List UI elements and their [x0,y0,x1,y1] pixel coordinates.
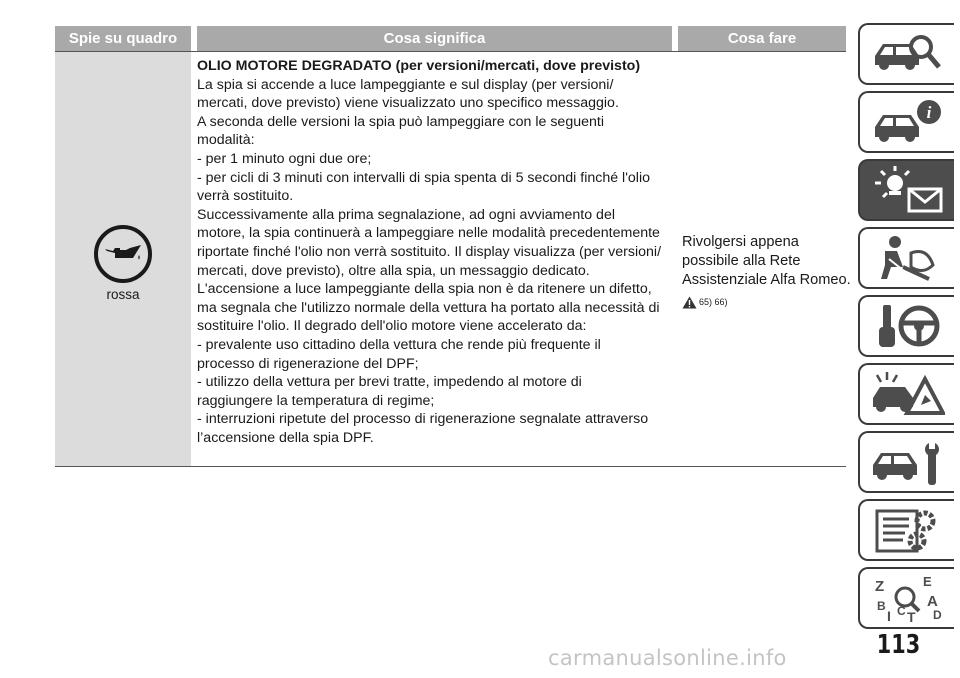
description-line: modalità: [197,132,255,149]
warning-lights-table [55,26,851,467]
description-line: riportate finché l'olio non verrà sostituito. Il display visualizza (per versioni/ [197,243,662,260]
airbag-seat-icon [869,233,945,283]
description-line: sostituire l'olio. Il degrado dell'olio motore viene accelerato da: [197,318,587,335]
tab-technical-data[interactable] [858,499,954,561]
description-line: La spia si accende a luce lampeggiante e sul display (per versioni/ [197,76,614,93]
lamp [88,224,158,302]
svg-text:C: C [897,604,906,618]
tab-car-info[interactable] [858,91,954,153]
svg-text:T: T [907,609,916,623]
description-line: Successivamente alla prima segnalazione, ad ogni avviamento del [197,206,615,223]
svg-text:E: E [923,574,932,589]
table-header [55,26,846,52]
description-line: mercati, dove previsto), oltre alla spia, un messaggio dedicato. [197,262,590,279]
svg-text:Z: Z [875,578,885,595]
action-line: possibile alla Rete [682,253,801,270]
svg-text:i: i [926,103,932,122]
car-crash-warning-icon [869,369,945,419]
action-line: Rivolgersi appena [682,234,799,250]
car-wrench-icon [869,437,945,487]
warning-references [682,293,851,312]
table-row [55,52,851,467]
description-line: processo di rigenerazione del DPF; [197,355,419,372]
tab-emergency[interactable] [858,363,954,425]
description-body [197,76,672,448]
description-line: - prevalente uso cittadino della vettura che rende più frequente il [197,336,601,353]
page-number: 113 [876,630,921,660]
description-line: verrà sostituito. [197,188,294,205]
lamp-cell [55,52,191,466]
car-info-icon [869,97,945,147]
description-line: L'accensione a luce lampeggiante della spia non è da ritenere un difetto, [197,281,652,298]
tab-starting-driving[interactable] [858,295,954,357]
description-line: mercati, dove previsto) viene visualizzato uno specifico messaggio. [197,95,619,112]
tab-index[interactable] [858,567,954,629]
description-line: - per 1 minuto ogni due ore; [197,150,372,167]
warning-light-message-icon [869,165,945,215]
header-meaning: Cosa significa [197,26,672,51]
description-title: OLIO MOTORE DEGRADATO (per versioni/mercati, dove previsto) [197,58,641,74]
svg-text:A: A [927,593,938,610]
svg-text:B: B [877,599,886,613]
svg-text:I: I [887,608,891,623]
description-line: - per cicli di 3 minuti con intervalli di spia spenta di 5 secondi finché l'olio [197,169,650,186]
key-steering-wheel-icon [869,301,945,351]
description-line: motore, la spia continuerà a lampeggiare nelle modalità precedentemente [197,225,660,242]
action-line: Assistenziale Alfa Romeo. [682,272,851,289]
description-line: - utilizzo della vettura per brevi tratte, impedendo al motore di [197,374,582,391]
chapter-tabs [858,23,954,635]
references-text: 65) 66) [699,296,728,307]
header-dashboard-lights: Spie su quadro [55,26,191,51]
watermark: carmanualsonline.info [548,646,787,670]
description-cell [191,52,672,466]
car-search-icon [869,29,945,79]
action-cell [672,52,851,466]
description-line: raggiungere la temperatura di regime; [197,392,435,409]
svg-text:D: D [933,608,942,622]
lamp-color-label: rossa [106,287,140,302]
alphabetical-index-icon [869,573,945,623]
header-action: Cosa fare [678,26,846,51]
description-line: l’accensione della spia DPF. [197,429,374,446]
description-line: A seconda delle versioni la spia può lampeggiare con le seguenti [197,113,604,130]
oil-can-icon [93,224,153,284]
description-line: - interruzioni ripetute del processo di rigenerazione segnalate attraverso [197,411,649,428]
tab-car-knowledge[interactable] [858,23,954,85]
specs-gear-icon [869,505,945,555]
tab-warning-lights[interactable] [858,159,954,221]
tab-safety[interactable] [858,227,954,289]
warning-triangle-icon [682,296,697,309]
description-line: ma segnala che l'utilizzo normale della vettura ha portato alla necessità di [197,299,660,316]
tab-maintenance[interactable] [858,431,954,493]
action-text [682,233,851,312]
